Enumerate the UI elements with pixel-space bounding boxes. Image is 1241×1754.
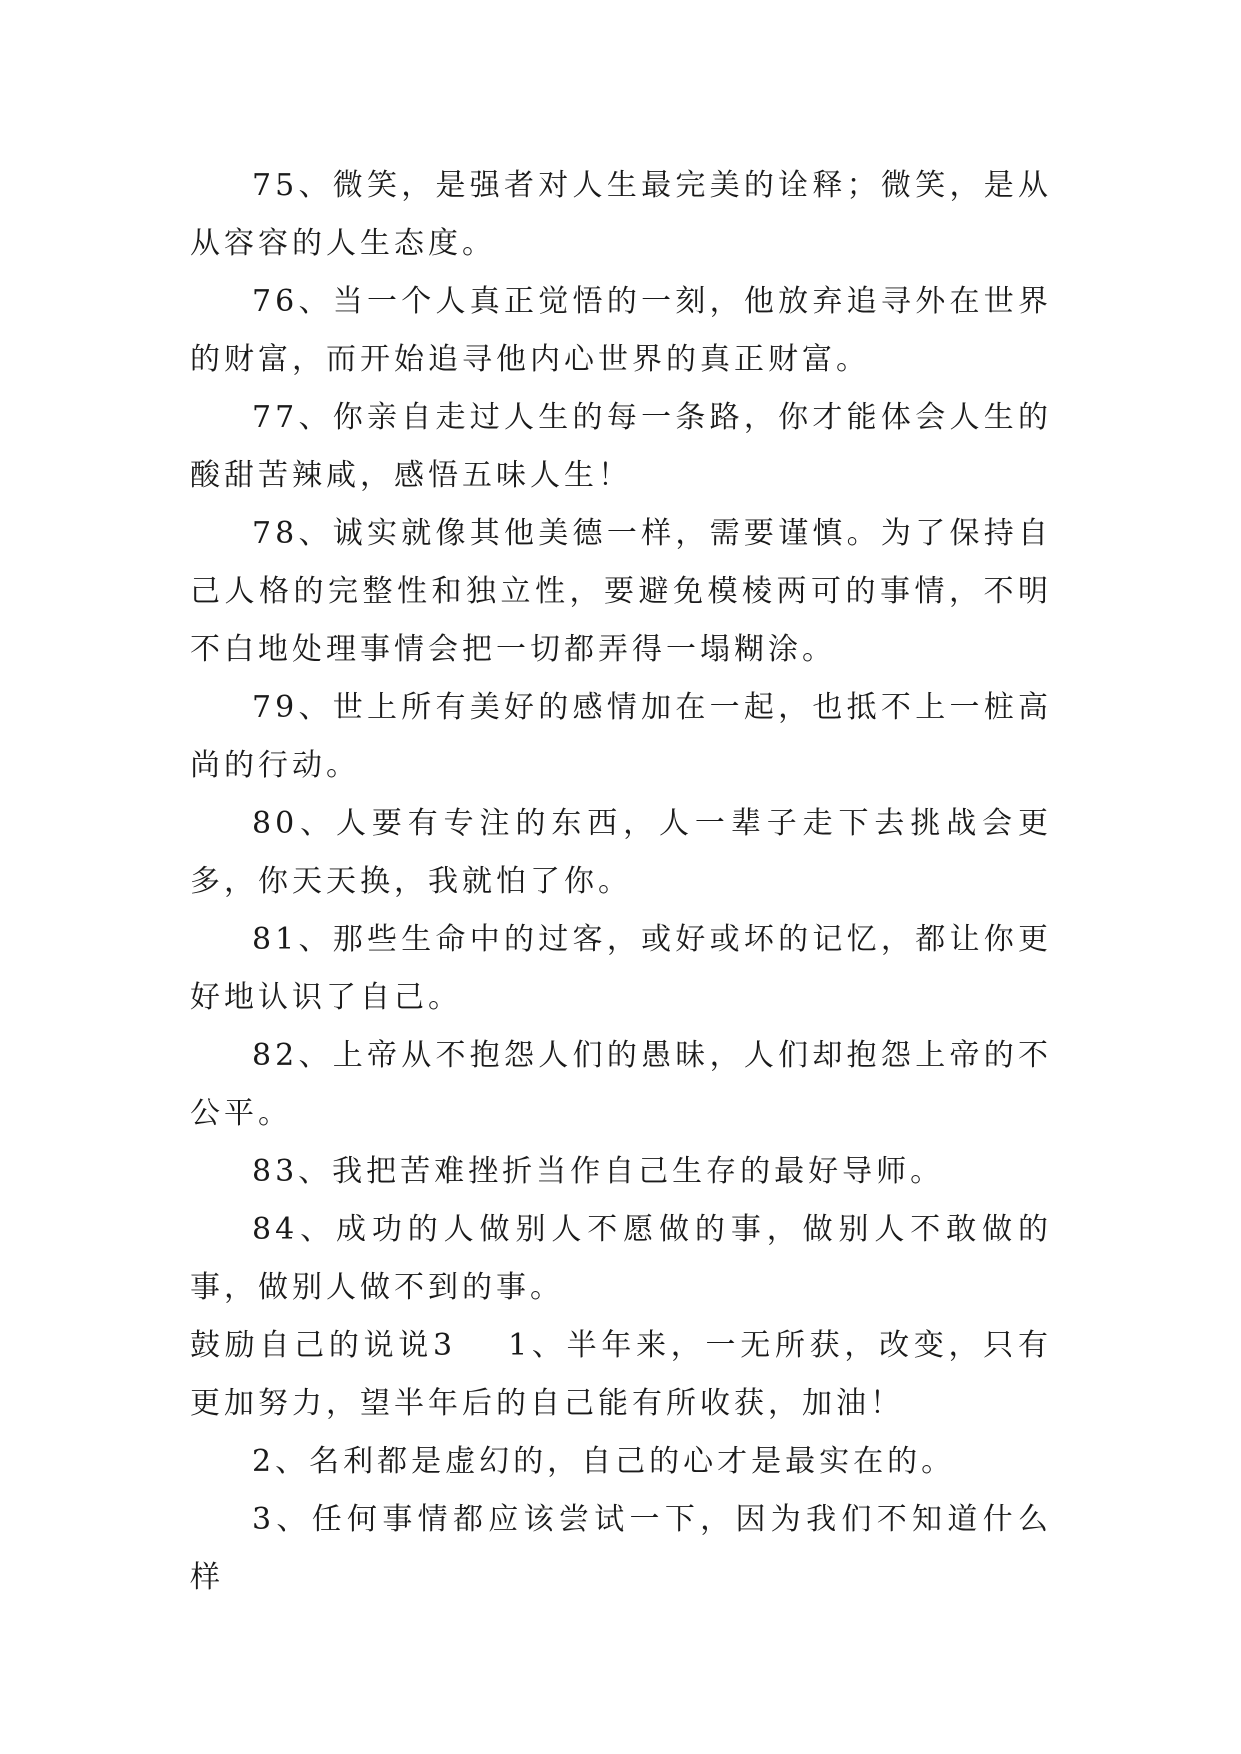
paragraph-83: 83、我把苦难挫折当作自己生存的最好导师。	[252, 1154, 945, 1189]
section-title: 鼓励自己的说说3	[190, 1328, 457, 1363]
section-paragraph	[190, 1317, 1052, 1433]
paragraph-77: 77、你亲自走过人生的每一条路，你才能体会人生的酸甜苦辣咸，感悟五味人生！	[190, 400, 1052, 493]
paragraph-84: 84、成功的人做别人不愿做的事，做别人不敢做的事，做别人做不到的事。	[190, 1212, 1052, 1305]
paragraph-79: 79、世上所有美好的感情加在一起，也抵不上一桩高尚的行动。	[190, 690, 1052, 783]
paragraph-80: 80、人要有专注的东西，人一辈子走下去挑战会更多，你天天换，我就怕了你。	[190, 806, 1052, 899]
paragraph-78: 78、诚实就像其他美德一样，需要谨慎。为了保持自己人格的完整性和独立性，要避免模棱两可的事情，不明不白地处理事情会把一切都弄得一塌糊涂。	[190, 516, 1052, 667]
paragraph-2: 2、名利都是虚幻的，自己的心才是最实在的。	[252, 1444, 956, 1479]
paragraph-81: 81、那些生命中的过客，或好或坏的记忆，都让你更好地认识了自己。	[190, 922, 1052, 1015]
section-first-item: 1、半年来，一无所获，改变，只有更加努力，望半年后的自己能有所收获，加油！	[190, 1328, 1052, 1421]
paragraph-75: 75、微笑，是强者对人生最完美的诠释；微笑，是从从容容的人生态度。	[190, 168, 1052, 261]
paragraph-82: 82、上帝从不抱怨人们的愚昧，人们却抱怨上帝的不公平。	[190, 1038, 1052, 1131]
paragraph-3: 3、任何事情都应该尝试一下，因为我们不知道什么样	[190, 1502, 1052, 1595]
paragraph-76: 76、当一个人真正觉悟的一刻，他放弃追寻外在世界的财富，而开始追寻他内心世界的真正财富。	[190, 284, 1052, 377]
document-body	[190, 157, 1052, 1607]
